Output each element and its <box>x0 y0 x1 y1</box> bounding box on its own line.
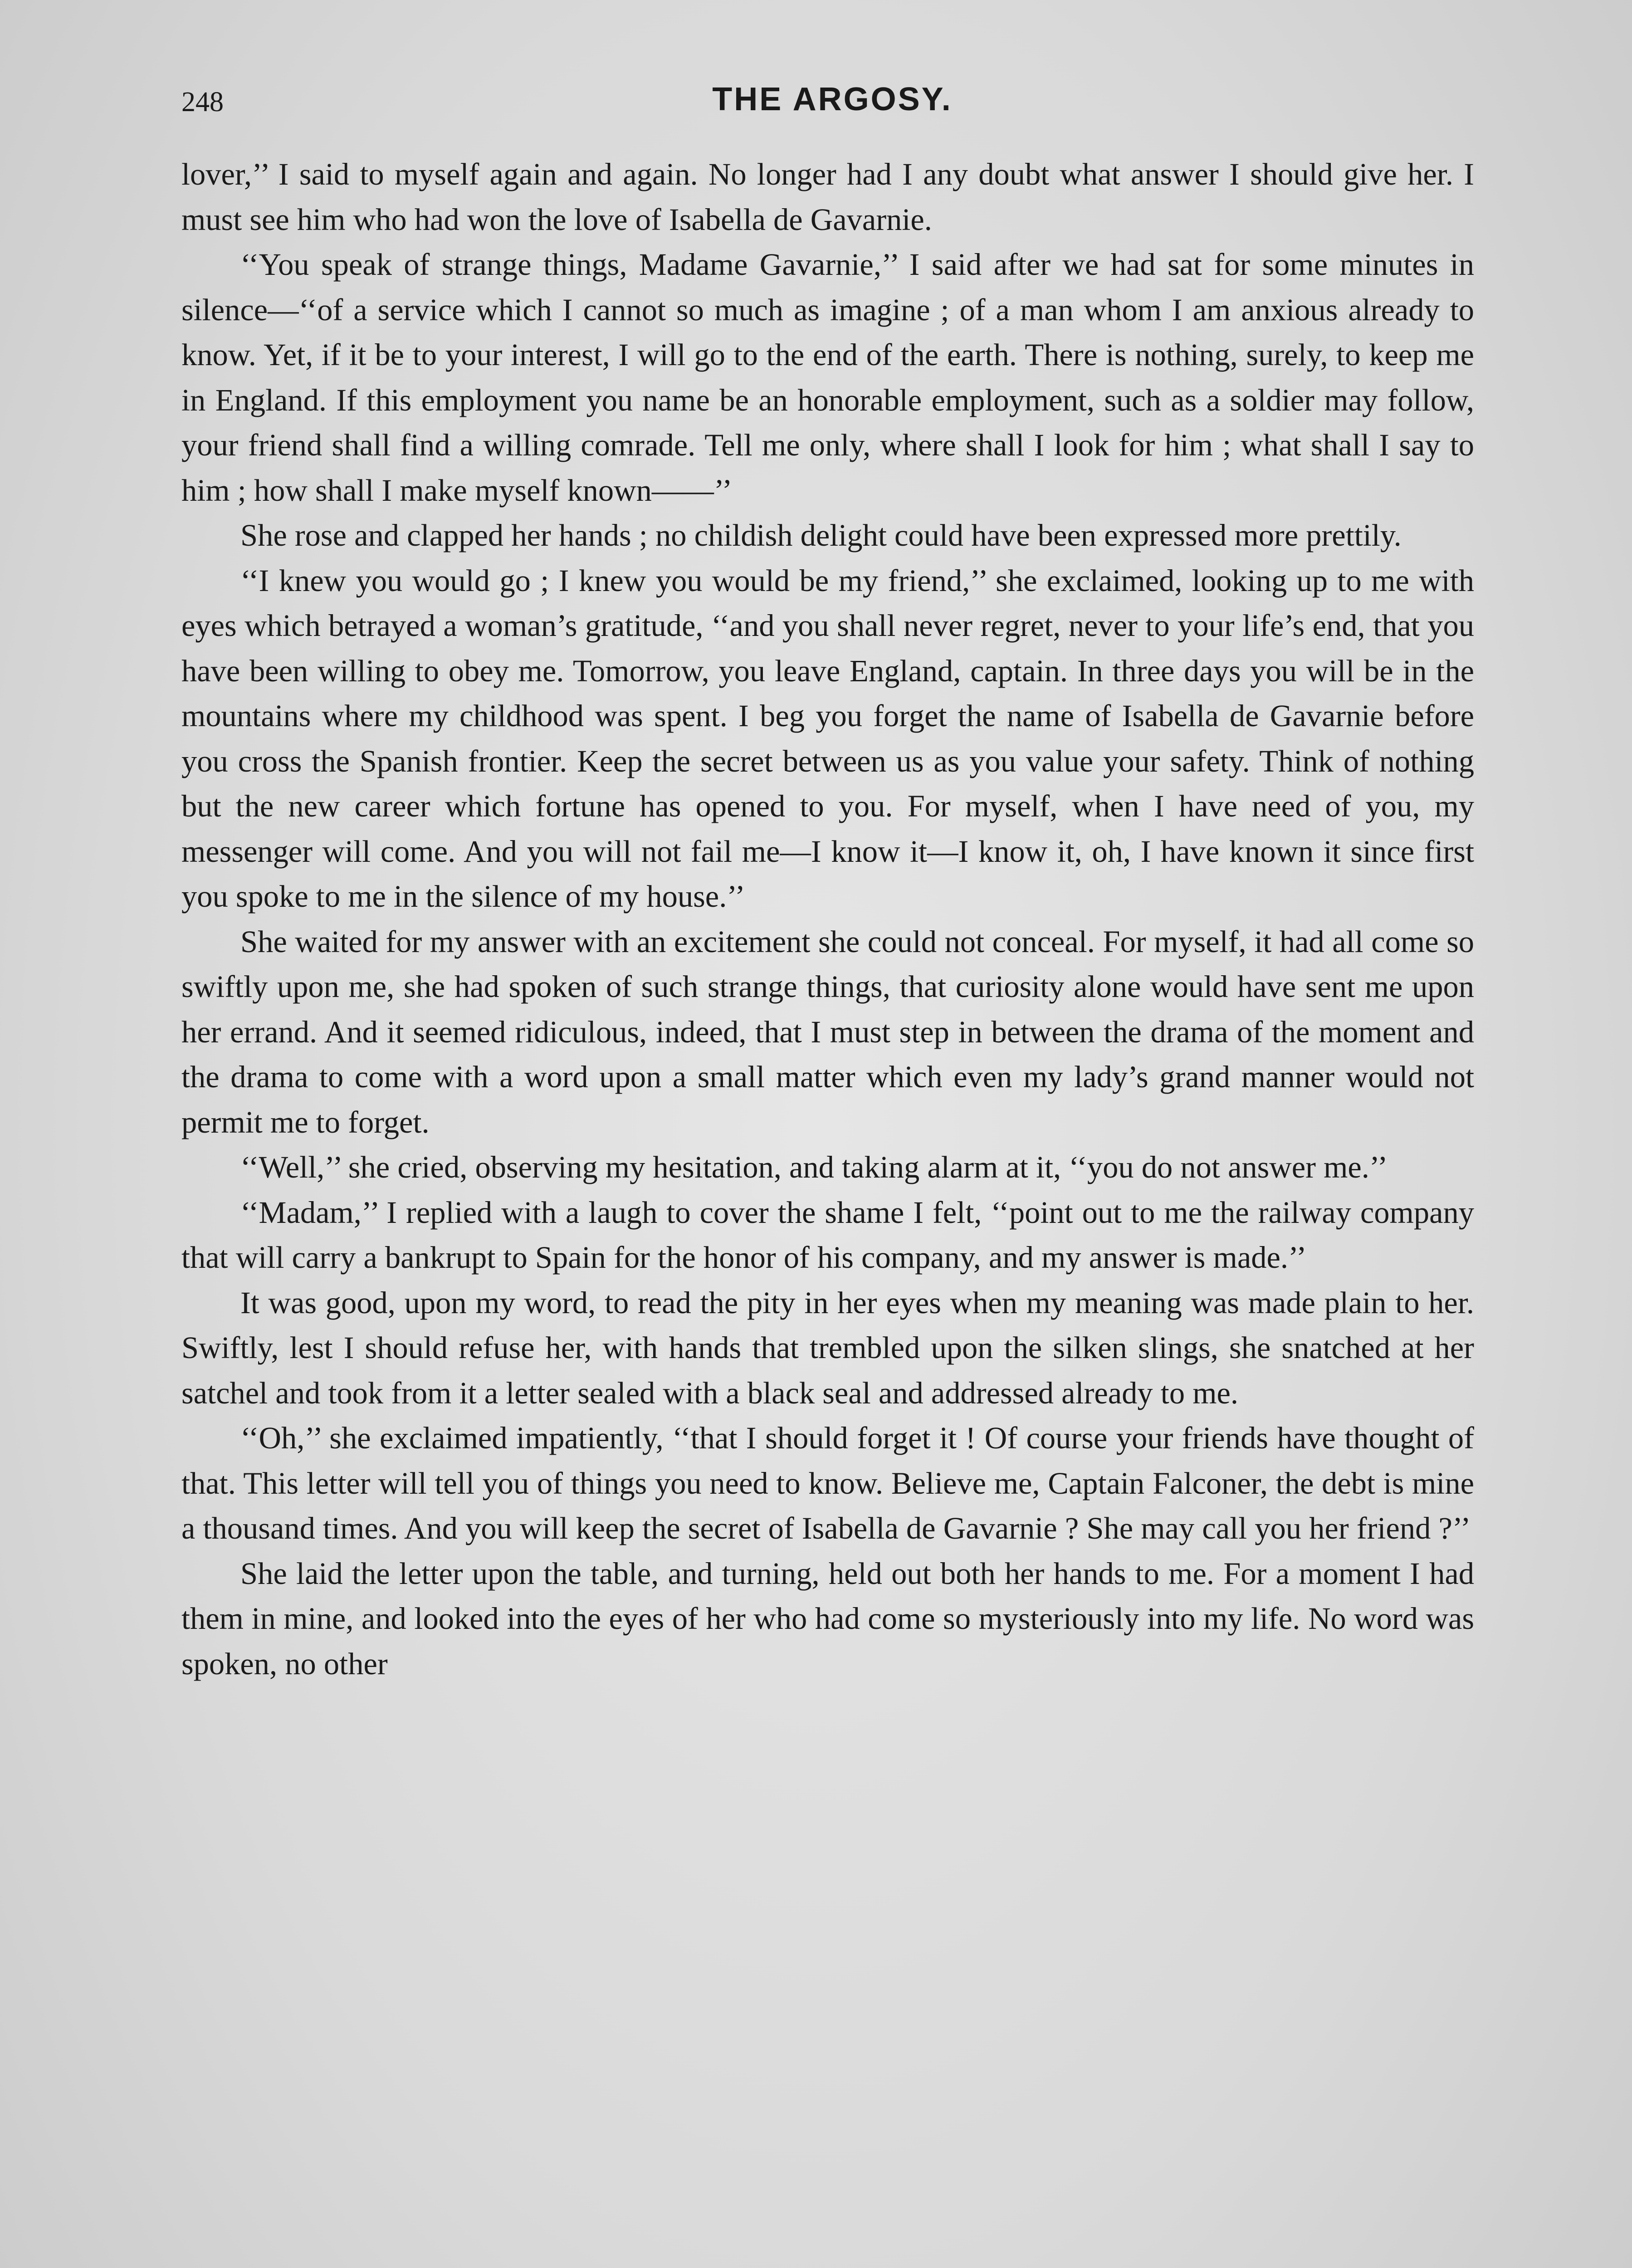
paragraph: She rose and clapped her hands ; no childish delight could have been expressed more prettily. <box>240 518 1402 552</box>
paragraph: ‘‘You speak of strange things, Madame Gavarnie,’’ I said after we had sat for some minutes in silence—‘‘of a service which I cannot so much as imagine ; of a man whom I am anxious already to know. Yet, if it be to your interest, I will go to the end of the earth. There is nothing, surely, to keep me in England. If this employment you name be an honorable employment, such as a soldier may follow, your friend shall find a willing comrade. Tell me only, where shall I look for him ; what shall I say to him ; how shall I make myself known——’’ <box>181 247 1474 508</box>
paragraph: ‘‘Madam,’’ I replied with a laugh to cover the shame I felt, ‘‘point out to me the railway company that will carry a bankrupt to Spain for the honor of his company, and my answer is made.’’ <box>181 1195 1474 1275</box>
page-header <box>181 77 1483 132</box>
paragraph: ‘‘I knew you would go ; I knew you would be my friend,’’ she exclaimed, looking up to me with eyes which betrayed a woman’s gratitude, ‘‘and you shall never regret, never to your life’s end, that you have been willing to obey me. Tomorrow, you leave England, captain. In three days you will be in the mountains where my childhood was spent. I beg you forget the name of Isabella de Gavarnie before you cross the Spanish frontier. Keep the secret between us as you value your safety. Think of nothing but the new career which fortune has opened to you. For myself, when I have need of you, my messenger will come. And you will not fail me—I know it—I know it, oh, I have known it since first you spoke to me in the silence of my house.’’ <box>181 563 1474 914</box>
paragraph: It was good, upon my word, to read the pity in her eyes when my meaning was made plain to her. Swiftly, lest I should refuse her, with hands that trembled upon the silken slings, she snatched at her satchel and took from it a letter sealed with a black seal and addressed already to me. <box>181 1285 1474 1410</box>
running-title: THE ARGOSY. <box>712 81 953 117</box>
paragraph: ‘‘Well,’’ she cried, observing my hesitation, and taking alarm at it, ‘‘you do not answer me.’’ <box>240 1150 1388 1184</box>
page-number: 248 <box>181 87 224 117</box>
paragraph: lover,’’ I said to myself again and again. No longer had I any doubt what answer I should give her. I must see him who had won the love of Isabella de Gavarnie. <box>181 157 1474 237</box>
body-text <box>181 152 1474 1686</box>
paragraph: She laid the letter upon the table, and turning, held out both her hands to me. For a moment I had them in mine, and looked into the eyes of her who had come so mysteriously into my life. No word was spoken, no other <box>181 1556 1474 1681</box>
paragraph: She waited for my answer with an excitement she could not conceal. For myself, it had all come so swiftly upon me, she had spoken of such strange things, that curiosity alone would have sent me upon her errand. And it seemed ridiculous, indeed, that I must step in between the drama of the moment and the drama to come with a word upon a small matter which even my lady’s grand manner would not permit me to forget. <box>181 924 1474 1139</box>
paragraph: ‘‘Oh,’’ she exclaimed impatiently, ‘‘that I should forget it ! Of course your friends have thought of that. This letter will tell you of things you need to know. Believe me, Captain Falconer, the debt is mine a thousand times. And you will keep the secret of Isabella de Gavarnie ? She may call you her friend ?’’ <box>181 1421 1474 1545</box>
